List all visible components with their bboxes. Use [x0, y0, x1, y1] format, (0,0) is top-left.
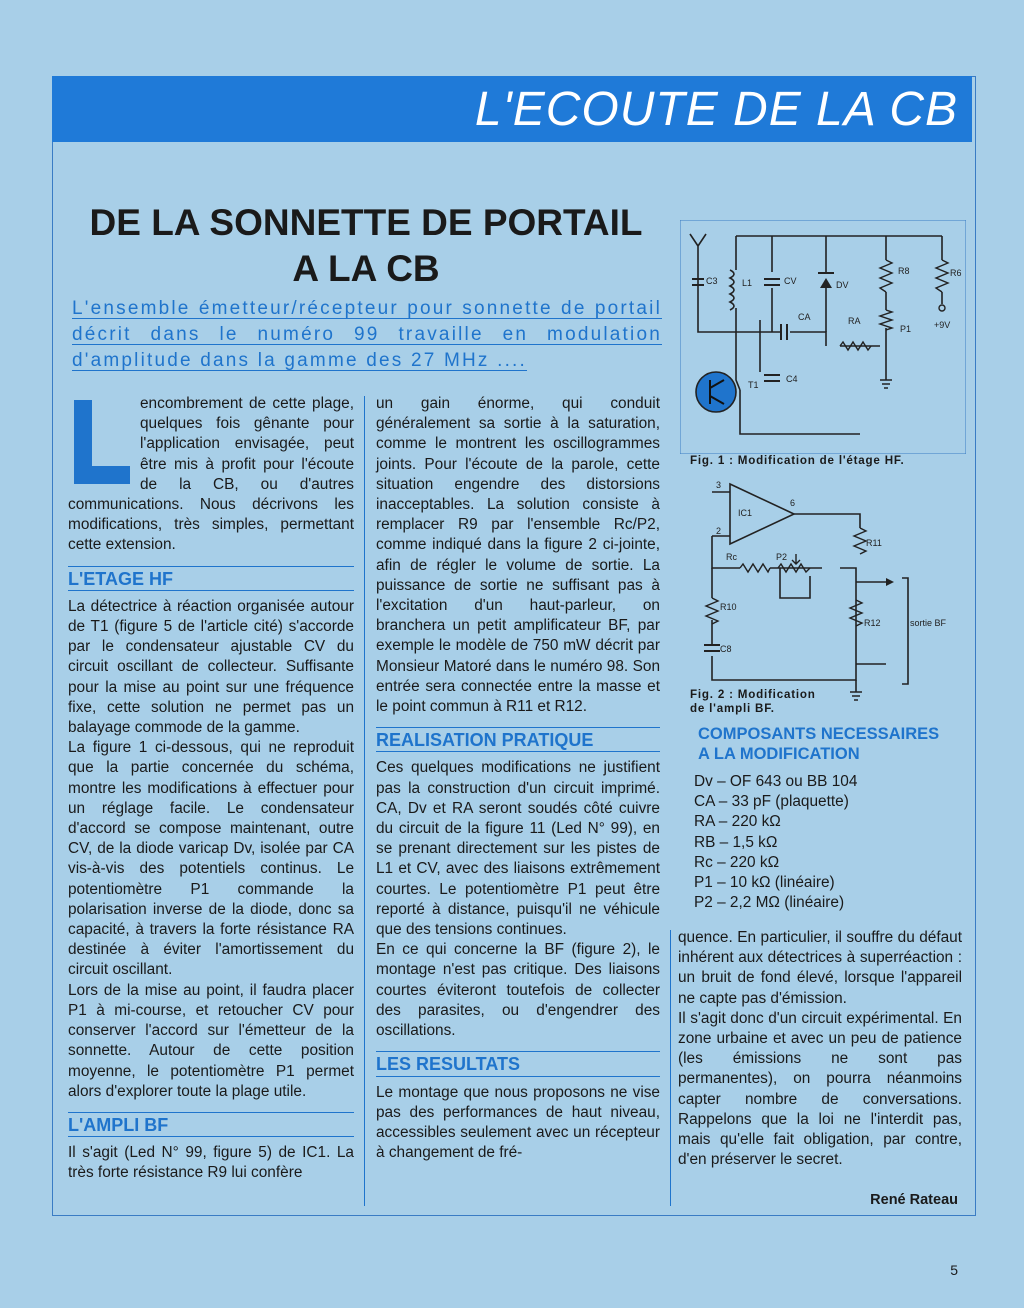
section-heading-ampli-bf: L'AMPLI BF [68, 1112, 354, 1137]
paragraph: quence. En particulier, il souffre du défaut inhérent aux détectrices à superréaction : un bruit de fond élevé, lorsque l'appareil ne capte pas d'émission. [678, 929, 962, 1007]
label-c3: C3 [706, 276, 718, 286]
list-item: CA – 33 pF (plaquette) [694, 793, 849, 811]
label-l1: L1 [742, 278, 753, 288]
column-divider [670, 930, 671, 1206]
label-r6: R6 [950, 268, 962, 278]
list-item: RA – 220 kΩ [694, 813, 781, 831]
dropcap-l-icon [68, 400, 130, 484]
label-rc: Rc [726, 552, 737, 562]
label-c4: C4 [786, 374, 798, 384]
paragraph: La figure 1 ci-dessous, qui ne reproduit que la partie concernée du schéma, montre les modifications à effectuer pour un réglage facile. Le condensateur d'accord se compose maintenant, outre CV, de la diode varicap Dv, isolée par CA vis-à-vis des potentiels continus. Le potentiomètre P1 commande la polarisation inverse de la diode, donc sa capacité, à travers la forte résistance RA destinée à éviter l'amortissement du circuit oscillant. [68, 739, 354, 979]
label-r12: R12 [864, 618, 881, 628]
label-vcc: +9V [934, 320, 951, 330]
label-pin2: 2 [716, 526, 722, 536]
list-item: Dv – OF 643 ou BB 104 [694, 773, 858, 790]
components-list [694, 772, 857, 913]
section-heading-resultats: LES RESULTATS [376, 1051, 660, 1076]
column-1 [68, 394, 354, 1184]
section-heading-etage-hf: L'ETAGE HF [68, 566, 354, 591]
components-title-line1: COMPOSANTS NECESSAIRES [698, 725, 940, 743]
figure-2-caption [690, 688, 816, 716]
section-heading-realisation: REALISATION PRATIQUE [376, 727, 660, 752]
section-banner [52, 76, 972, 142]
label-r8: R8 [898, 266, 910, 276]
article-lede: L'ensemble émetteur/récepteur pour sonnette de portail décrit dans le numéro 99 travaille en modulation d'amplitude dans la gamme des 27 MHz .... [72, 298, 662, 371]
label-r11: R11 [866, 538, 882, 548]
list-item: P2 – 2,2 MΩ (linéaire) [694, 894, 845, 912]
column-3 [678, 928, 962, 1170]
label-pin6: 6 [790, 498, 796, 508]
label-ra: RA [848, 316, 861, 326]
column-2 [376, 394, 660, 1163]
author-signature: René Rateau [870, 1192, 958, 1208]
intro-paragraph: encombrement de cette plage, quelques fois gênante pour l'application envisagée, peut être mis à profit pour l'écoute de la CB, ou d'autres communications. Nous décrivons les modifications, très simples, permettant cette extension. [68, 395, 354, 554]
paragraph: un gain énorme, qui conduit généralement sa sortie à la saturation, comme le montrent les oscillogrammes joints. Pour l'écoute de la parole, cette situation engendre des distorsions inacceptables. La solution consiste à remplacer R9 par l'ensemble Rc/P2, comme indiqué dans la figure 2 ci-jointe, afin de régler le volume de sortie. La puissance de sortie ne suffisant pas à l'excitation d'un haut-parleur, on branchera un petit amplificateur BF, par exemple le modèle de 750 mW décrit par Monsieur Matoré dans le numéro 98. Son entrée sera connectée entre la masse et le point commun à R11 et R12. [376, 395, 660, 716]
figure-2-caption-line1: Fig. 2 : Modification [690, 688, 816, 701]
paragraph: Il s'agit donc d'un circuit expérimental. En zone urbaine et avec un peu de patience (les émissions ne sont pas permanentes), on pourra néanmoins capter nombre de conversations. Rappelons que la loi ne l'interdit pas, mais qu'elle fait obligation, par contre, d'en préserver le secret. [678, 1009, 962, 1169]
label-p2: P2 [776, 552, 788, 562]
column-divider [364, 396, 365, 1206]
figure-2-caption-line2: de l'ampli BF. [690, 702, 775, 715]
article-title-line1: DE LA SONNETTE DE PORTAIL [89, 202, 643, 243]
paragraph: La détectrice à réaction organisée autour de T1 (figure 5 de l'article cité) s'accorde par le condensateur ajustable CV du circuit oscillant de collecteur. Suffisante pour la mise au point sur une fréquence fixe, cette solution ne permet pas un balayage commode de la gamme. [68, 597, 354, 737]
label-sortie-bf: sortie BF [910, 618, 947, 628]
list-item: P1 – 10 kΩ (linéaire) [694, 874, 835, 892]
section-title: L'ECOUTE DE LA CB [474, 83, 958, 136]
page-number: 5 [950, 1262, 958, 1278]
paragraph: Lors de la mise au point, il faudra placer P1 à mi-course, et retoucher CV pour conserver l'accord sur l'émetteur de la sonnette. Autour de cette position moyenne, le potentiomètre P1 permet alors d'explorer toute la plage utile. [68, 981, 354, 1100]
label-ca: CA [798, 312, 811, 322]
figure-2-schematic [690, 474, 962, 714]
label-pin3: 3 [716, 480, 722, 490]
paragraph: Le montage que nous proposons ne vise pas des performances de haut niveau, accessibles seulement avec un récepteur à changement de fré- [376, 1083, 660, 1162]
list-item: Rc – 220 kΩ [694, 853, 780, 871]
label-c8: C8 [720, 644, 732, 654]
label-ic1: IC1 [738, 508, 753, 518]
label-cv: CV [784, 276, 797, 286]
components-title [698, 724, 960, 764]
list-item: RB – 1,5 kΩ [694, 833, 778, 851]
paragraph: En ce qui concerne la BF (figure 2), le montage n'est pas critique. Des liaisons courtes éviteront toutefois de collecter des parasites, ou d'engendrer des oscillations. [376, 941, 660, 1040]
label-t1: T1 [748, 380, 759, 390]
article-title-line2: A LA CB [292, 248, 440, 289]
components-title-line2: A LA MODIFICATION [698, 745, 860, 763]
label-r10: R10 [720, 602, 737, 612]
label-dv: DV [836, 280, 849, 290]
label-p1: P1 [900, 324, 912, 334]
paragraph: Il s'agit (Led N° 99, figure 5) de IC1. La très forte résistance R9 lui confère [68, 1144, 354, 1182]
figure-1-schematic [680, 220, 966, 454]
figure-1-caption: Fig. 1 : Modification de l'étage HF. [690, 454, 905, 467]
article-title [70, 200, 662, 292]
paragraph: Ces quelques modifications ne justifient pas la construction d'un circuit imprimé. CA, Dv et RA seront soudés côté cuivre du circuit de la figure 11 (Led N° 99), en se prenant directement sur les pistes de L1 et CV, avec des liaisons extrêmement courtes. Le potentiomètre P1 peut être reporté à distance, puisqu'il ne véhicule que des tensions continues. [376, 759, 660, 939]
